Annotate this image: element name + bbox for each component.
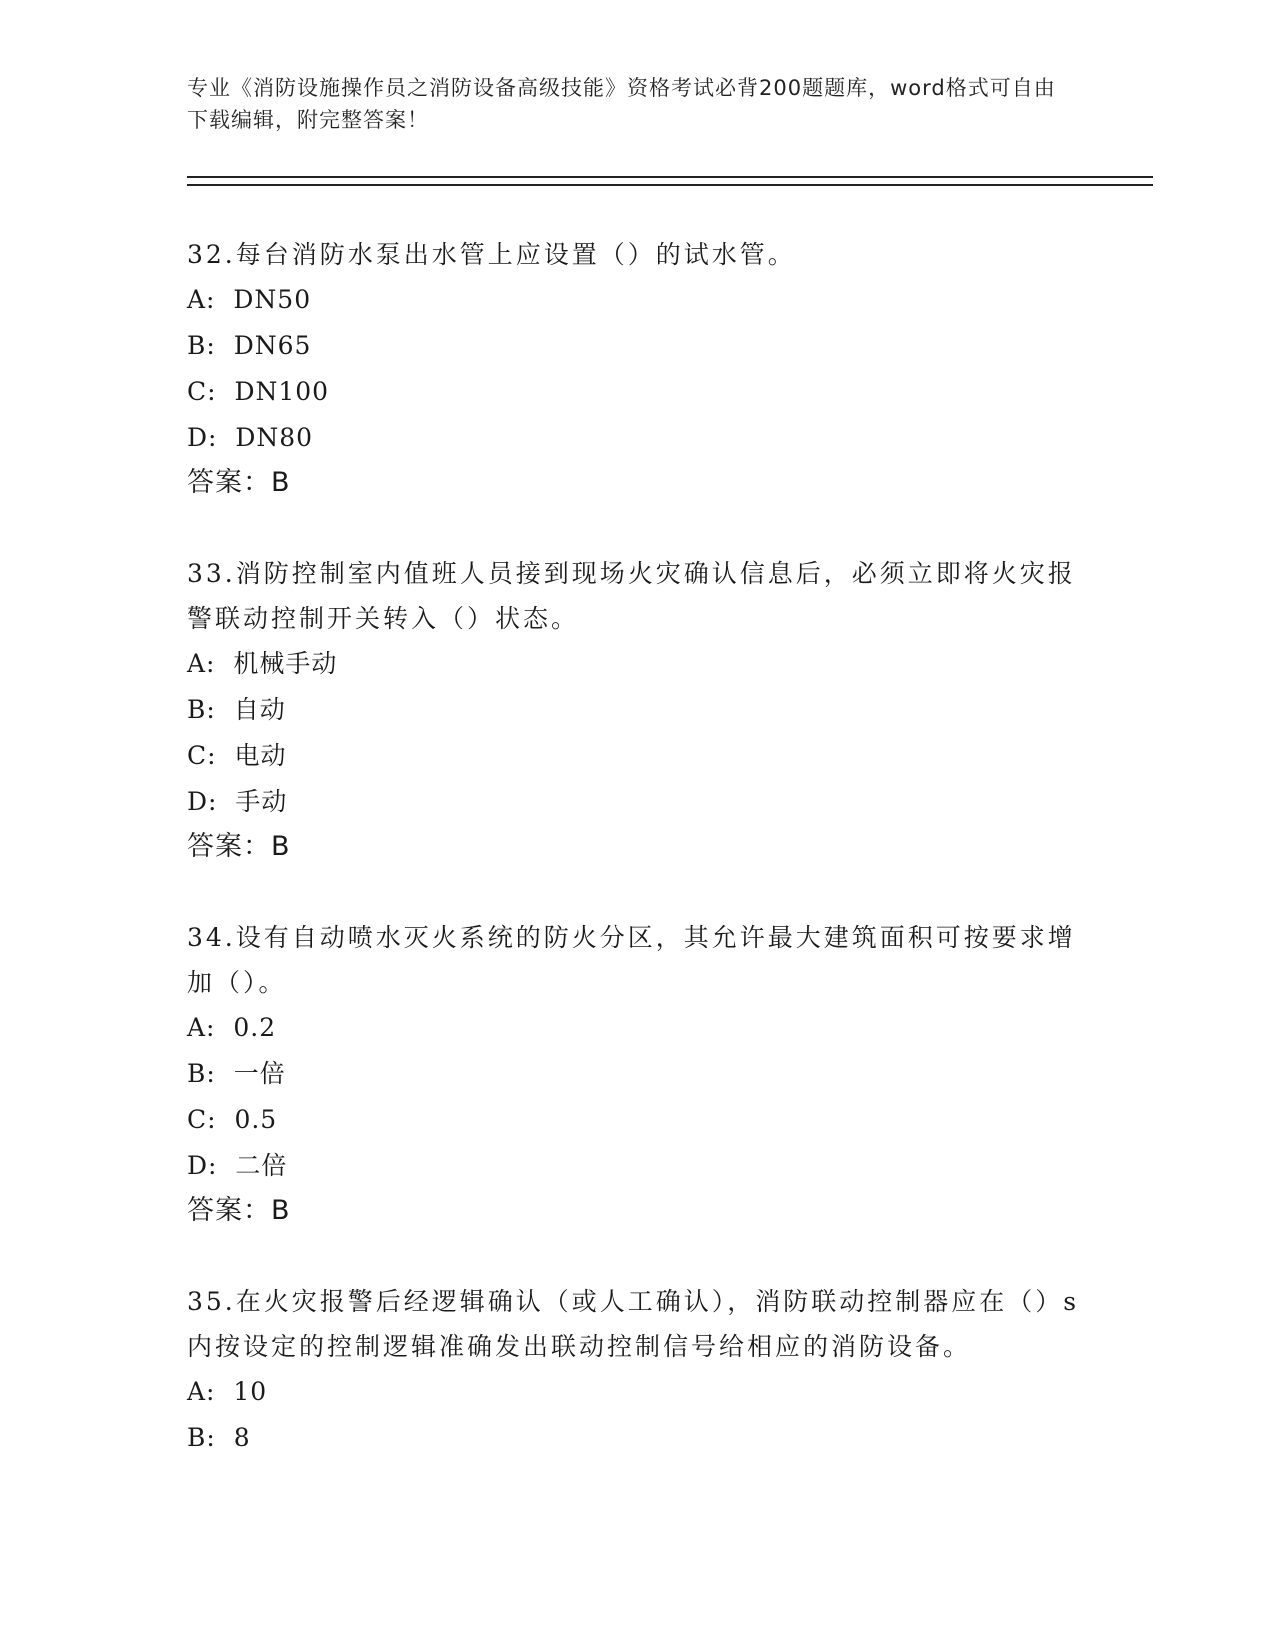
question-text: 34.设有自动喷水灭火系统的防火分区，其允许最大建筑面积可按要求增加（）。	[187, 923, 1076, 997]
question-text: 33.消防控制室内值班人员接到现场火灾确认信息后，必须立即将火灾报警联动控制开关转入（）状态。	[187, 559, 1076, 633]
option-a: A: DN50	[187, 285, 312, 314]
option-c: C: 0.5	[187, 1105, 278, 1134]
question-35	[187, 1279, 1087, 1461]
option-d: D: 手动	[187, 787, 288, 816]
option-b: B: 自动	[187, 695, 286, 724]
answer: 答案：B	[187, 467, 291, 498]
question-text: 35.在火灾报警后经逻辑确认（或人工确认），消防联动控制器应在（）s内按设定的控制逻辑准确发出联动控制信号给相应的消防设备。	[187, 1287, 1080, 1361]
option-b: B: 一倍	[187, 1059, 286, 1088]
option-d: D: DN80	[187, 423, 314, 452]
question-list	[187, 232, 1087, 1507]
option-a: A: 0.2	[187, 1013, 277, 1042]
answer: 答案：B	[187, 1195, 291, 1226]
option-b: B: 8	[187, 1423, 251, 1452]
page-header: 专业《消防设施操作员之消防设备高级技能》资格考试必背200题题库，word格式可自由下载编辑，附完整答案！	[187, 76, 1056, 132]
option-b: B: DN65	[187, 331, 312, 360]
question-34	[187, 915, 1087, 1233]
answer: 答案：B	[187, 831, 291, 862]
option-d: D: 二倍	[187, 1151, 288, 1180]
option-a: A: 机械手动	[187, 649, 338, 678]
option-a: A: 10	[187, 1377, 268, 1406]
option-c: C: DN100	[187, 377, 330, 406]
question-32	[187, 232, 1087, 505]
question-33	[187, 551, 1087, 869]
header-divider	[187, 176, 1153, 186]
option-c: C: 电动	[187, 741, 287, 770]
question-text: 32.每台消防水泵出水管上应设置（）的试水管。	[187, 240, 796, 269]
